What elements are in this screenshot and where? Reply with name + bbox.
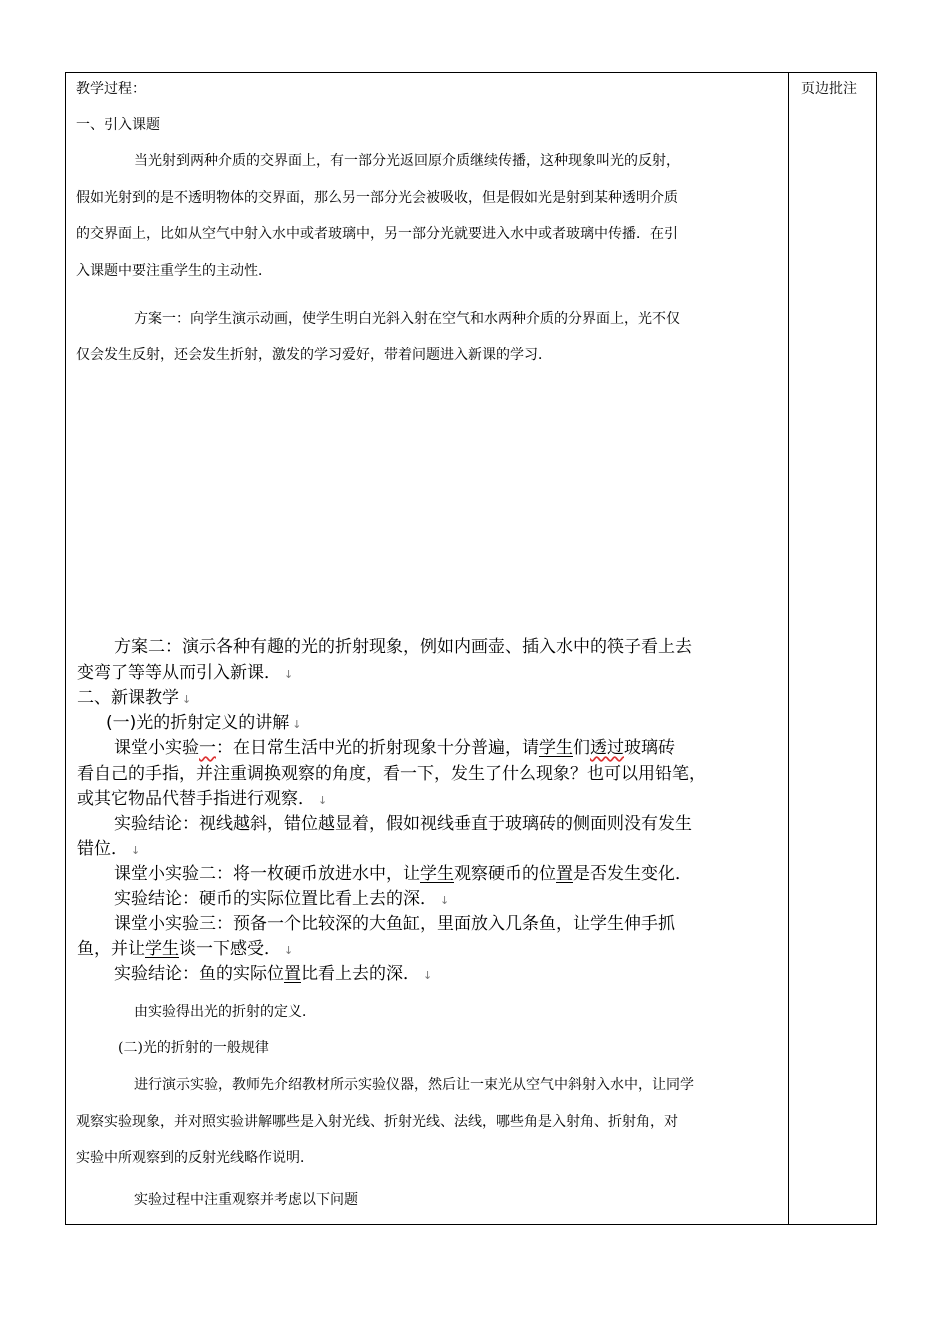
paragraph-mark: ↓ bbox=[284, 668, 294, 681]
intro-line-4: 入课题中要注重学生的主动性． bbox=[76, 263, 272, 279]
exp1-line-1: 课堂小实验一：在日常生活中光的折射现象十分普遍，请学生们透过玻璃砖 bbox=[114, 738, 675, 758]
sub2-title: (二)光的折射的一般规律 bbox=[118, 1040, 269, 1056]
teaching-process-cell bbox=[66, 73, 788, 1224]
plan2-line-2: 变弯了等等从而引入新课． ↓ bbox=[77, 663, 294, 683]
definition-line: 由实验得出光的折射的定义． bbox=[134, 1004, 316, 1020]
plan2-line-1: 方案二：演示各种有趣的光的折射现象，例如内画壶、插入水中的筷子看上去 bbox=[114, 637, 692, 657]
exp3-line-2: 鱼，并让学生谈一下感受． ↓ bbox=[77, 939, 294, 959]
exp3-line-1: 课堂小实验三：预备一个比较深的大鱼缸，里面放入几条鱼，让学生伸手抓 bbox=[114, 914, 675, 934]
margin-notes-header: 页边批注 bbox=[801, 81, 857, 97]
section2-title: 二、新课教学 ↓ bbox=[77, 688, 192, 708]
demo-line-3: 实验中所观察到的反射光线略作说明． bbox=[76, 1150, 314, 1166]
conc1-line-1: 实验结论：视线越斜，错位越显着，假如视线垂直于玻璃砖的侧面则没有发生 bbox=[114, 814, 692, 834]
intro-line-2: 假如光射到的是不透明物体的交界面，那么另一部分光会被吸收，但是假如光是射到某种透明介质 bbox=[76, 190, 678, 206]
plan1-line-2: 仅会发生反射，还会发生折射，激发的学习爱好，带着问题进入新课的学习． bbox=[76, 347, 552, 363]
conc3-line: 实验结论：鱼的实际位置比看上去的深． ↓ bbox=[114, 964, 433, 984]
demo-line-1: 进行演示实验，教师先介绍教材所示实验仪器，然后让一束光从空气中斜射入水中，让同学 bbox=[134, 1077, 694, 1093]
header-label: 教学过程： bbox=[76, 81, 146, 97]
sub1-title: (一)光的折射定义的讲解 ↓ bbox=[106, 713, 302, 733]
plan1-line-1: 方案一：向学生演示动画，使学生明白光斜入射在空气和水两种介质的分界面上，光不仅 bbox=[134, 311, 680, 327]
section1-title: 一、引入课题 bbox=[76, 117, 160, 133]
intro-line-1: 当光射到两种介质的交界面上，有一部分光返回原介质继续传播，这种现象叫光的反射， bbox=[134, 153, 680, 169]
exp2-line: 课堂小实验二：将一枚硬币放进水中，让学生观察硬币的位置是否发生变化． bbox=[114, 864, 692, 884]
intro-line-3: 的交界面上，比如从空气中射入水中或者玻璃中，另一部分光就要进入水中或者玻璃中传播．在引 bbox=[76, 226, 678, 242]
conc2-line: 实验结论：硬币的实际位置比看上去的深． ↓ bbox=[114, 889, 450, 909]
demo-line-2: 观察实验现象，并对照实验讲解哪些是入射光线、折射光线、法线，哪些角是入射角、折射角，对 bbox=[76, 1114, 678, 1130]
lesson-table bbox=[65, 72, 877, 1225]
exp1-line-2: 看自己的手指，并注重调换观察的角度，看一下，发生了什么现象？也可以用铅笔， bbox=[77, 764, 706, 784]
margin-notes-cell bbox=[789, 73, 877, 1224]
conc1-line-2: 错位． ↓ bbox=[77, 839, 141, 859]
exp1-line-3: 或其它物品代替手指进行观察． ↓ bbox=[77, 789, 328, 809]
observe-line: 实验过程中注重观察并考虑以下问题 bbox=[134, 1192, 358, 1208]
